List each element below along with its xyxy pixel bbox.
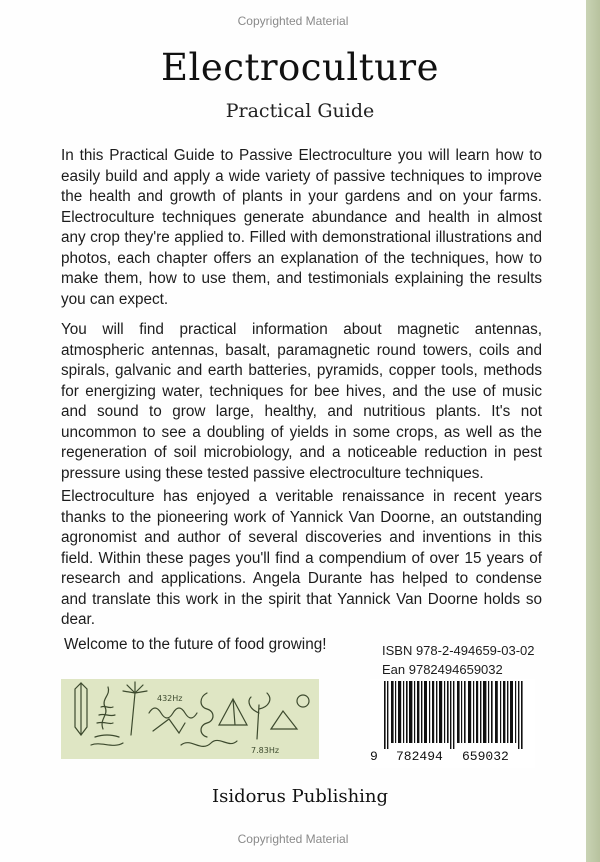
book-subtitle: Practical Guide — [225, 100, 375, 122]
barcode-digits-left: 782494 — [396, 749, 443, 764]
book-title: Electroculture — [161, 46, 439, 89]
illustration-sketch — [61, 679, 319, 759]
watermark-bottom: Copyrighted Material — [237, 832, 349, 846]
cover-edge — [586, 0, 600, 862]
watermark-top: Copyrighted Material — [237, 14, 349, 28]
isbn-number: ISBN 978-2-494659-03-02 — [382, 643, 535, 658]
isbn-block — [382, 641, 535, 679]
barcode — [370, 679, 535, 768]
electroculture-illustration — [61, 679, 319, 759]
welcome-line: Welcome to the future of food growing! — [64, 636, 327, 653]
illustration-label-right: 7.83Hz — [251, 746, 280, 755]
barcode-bars — [370, 679, 535, 768]
barcode-digits-right: 659032 — [462, 749, 509, 764]
barcode-digit-first: 9 — [370, 749, 378, 764]
description-paragraph-3: Electroculture has enjoyed a veritable renaissance in recent years thanks to the pioneering work of Yannick Van Doorne, an outstanding agronomist and author of several discoveries and inventions in this field. Within these pages you'll find a compendium of over 15 years of research and applications. Angela Durante has helped to condense and translate this work in the spirit that Yannick Van Doorne holds so dear. — [61, 488, 542, 628]
publisher-name: Isidorus Publishing — [211, 786, 389, 807]
description-paragraph-2: You will find practical information about magnetic antennas, atmospheric antennas, basalt, paramagnetic round towers, coils and spirals, galvanic and earth batteries, pyramids, copper tools, methods for energizing water, techniques for bee hives, and the use of music and sound to grow large, healthy, and nutritious plants. It's not uncommon to see a doubling of yields in some crops, as well as the regeneration of soil microbiology, and a noticeable reduction in pest pressure using these tested passive electroculture techniques. — [61, 321, 542, 482]
illustration-label-left: 432Hz — [157, 694, 183, 703]
description-paragraph-1: In this Practical Guide to Passive Electroculture you will learn how to easily build and apply a wide variety of passive techniques to improve the health and growth of plants in your gardens and on your farms. Electroculture techniques generate abundance and health in almost any crop they're applied to. Filled with demonstrational illustrations and photos, each chapter offers an explanation of the techniques, how to make them, how to use them, and testimonials explaining the results you can expect. — [61, 147, 542, 308]
ean-number: Ean 9782494659032 — [382, 662, 503, 677]
